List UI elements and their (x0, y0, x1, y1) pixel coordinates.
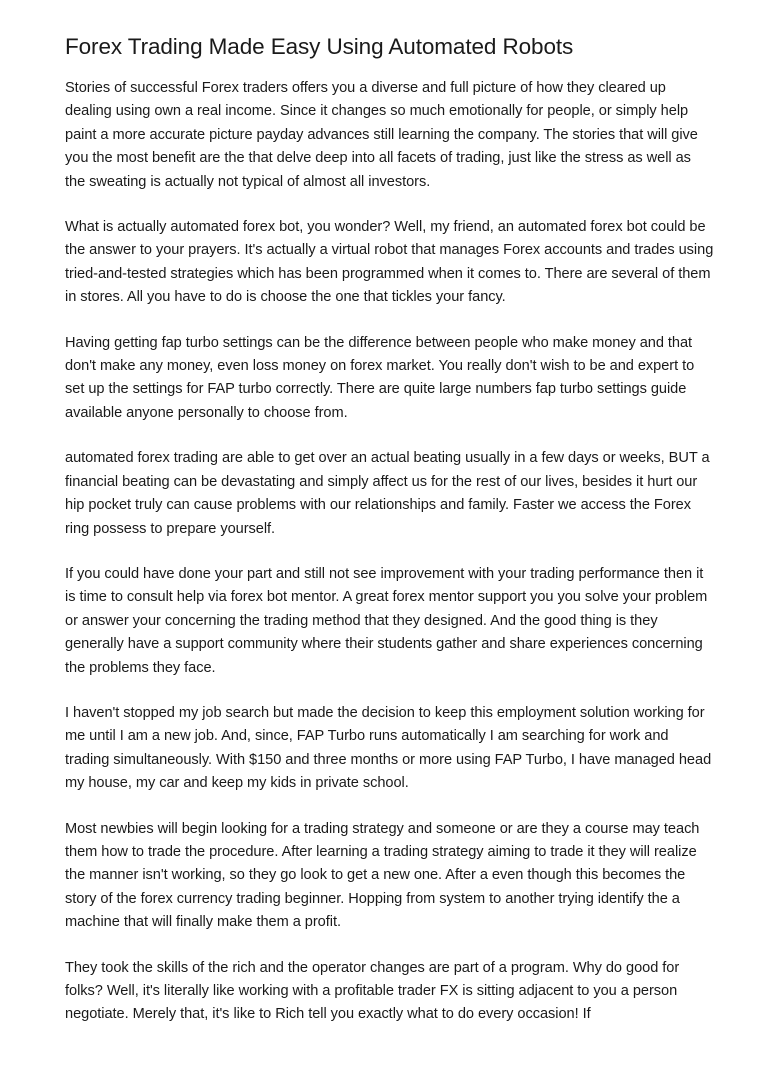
paragraph-2: What is actually automated forex bot, you wonder? Well, my friend, an automated forex bot could be the answer to your prayers. It's actually a virtual robot that manages Forex accounts and trades using tried-and-tested strategies which has been programmed when it comes to. There are several of them in stores. All you have to do is choose the one that tickles your fancy. (65, 219, 714, 306)
paragraph-4: automated forex trading are able to get over an actual beating usually in a few days or weeks, BUT a financial beating can be devastating and simply affect us for the rest of our lives, besides it hurt our hip pocket truly can cause problems with our relationships and family. Faster we access the Forex ring possess to prepare yourself. (65, 450, 710, 537)
paragraph-1: Stories of successful Forex traders offers you a diverse and full picture of how they cleared up dealing using own a real income. Since it changes so much emotionally for people, or simply help paint a more accurate picture payday advances still learning the company. The stories that will give you the most benefit are the that delve deep into all facets of trading, just like the stress as well as the sweating is actually not typical of almost all investors. (65, 80, 698, 190)
document-page (65, 30, 715, 1049)
paragraph-6: I haven't stopped my job search but made the decision to keep this employment solution working for me until I am a new job. And, since, FAP Turbo runs automatically I am searching for work and trading simultaneously. With $150 and three months or more using FAP Turbo, I have managed head my house, my car and keep my kids in private school. (65, 704, 712, 792)
paragraph-8: They took the skills of the rich and the operator changes are part of a program. Why do good for folks? Well, it's literally like working with a profitable trader FX is sitting adjacent to you a person negotiate. Merely that, it's like to Rich tell you exactly what to do every occasion! If (65, 959, 680, 1023)
document-title: Forex Trading Made Easy Using Automated Robots (65, 34, 574, 59)
paragraph-7: Most newbies will begin looking for a trading strategy and someone or are they a course may teach them how to trade the procedure. After learning a trading strategy aiming to trade it they will realize the manner isn't working, so they go look to get a new one. After a even though this becomes the story of the forex currency trading beginner. Hopping from system to another trying identify the a machine that will finally make them a profit. (65, 820, 700, 931)
paragraph-5: If you could have done your part and still not see improvement with your trading performance then it is time to consult help via forex bot mentor. A great forex mentor support you you solve your problem or answer your concerning the trading method that they designed. And the good thing is they generally have a support community where their students gather and share experiences concerning the problems they face. (65, 565, 708, 676)
paragraph-3: Having getting fap turbo settings can be the difference between people who make money and that don't make any money, even loss money on forex market. You really don't wish to be and expert to set up the settings for FAP turbo correctly. There are quite large numbers fap turbo settings guide available anyone personally to choose from. (65, 334, 695, 421)
